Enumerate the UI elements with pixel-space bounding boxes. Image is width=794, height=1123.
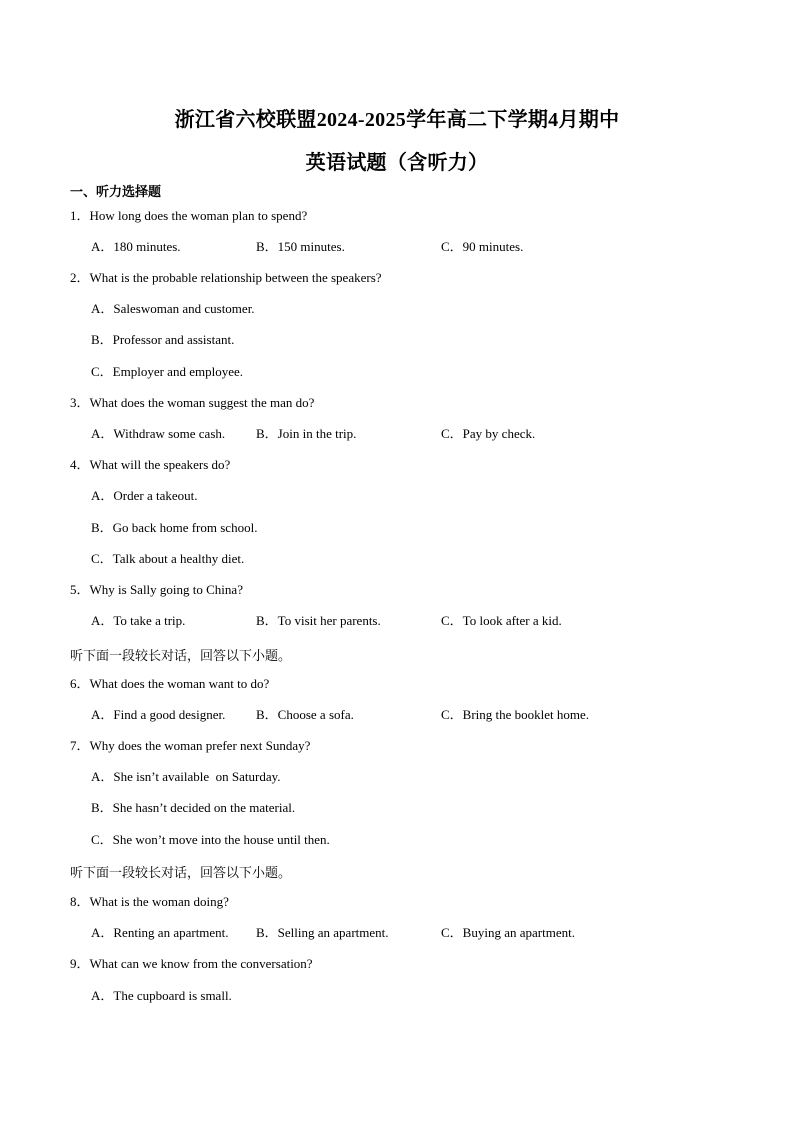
listening-instruction: 听下面一段较长对话，回答以下小题。 [70, 649, 292, 664]
section-heading: 一、听力选择题 [70, 185, 162, 200]
q4-option-c: C．Talk about a healthy diet. [91, 551, 245, 566]
q5-option-a: A．To take a trip. [91, 613, 186, 628]
q8-option-b: B．Selling an apartment. [256, 925, 389, 940]
q2-option-b: B．Professor and assistant. [91, 332, 235, 347]
q2-option-a: A．Saleswoman and customer. [91, 301, 255, 316]
q9-option-a: A．The cupboard is small. [91, 988, 232, 1003]
q6-option-b: B．Choose a sofa. [256, 707, 354, 722]
listening-instruction: 听下面一段较长对话，回答以下小题。 [70, 866, 292, 881]
q6-option-a: A．Find a good designer. [91, 707, 226, 722]
document-subtitle: 英语试题（含听力） [305, 152, 489, 174]
question-1: 1．How long does the woman plan to spend? [70, 208, 308, 223]
q2-option-c: C．Employer and employee. [91, 364, 243, 379]
question-2: 2．What is the probable relationship between the speakers? [70, 270, 382, 285]
q4-option-b: B．Go back home from school. [91, 520, 258, 535]
q7-option-a: A．She isn’t available on Saturday. [91, 769, 281, 784]
q7-option-b: B．She hasn’t decided on the material. [91, 800, 296, 815]
q3-option-c: C．Pay by check. [441, 426, 536, 441]
q7-option-c: C．She won’t move into the house until then. [91, 832, 330, 847]
q5-option-c: C．To look after a kid. [441, 613, 562, 628]
question-5: 5．Why is Sally going to China? [70, 582, 243, 597]
q1-option-a: A．180 minutes. [91, 239, 181, 254]
q1-option-b: B．150 minutes. [256, 239, 345, 254]
question-7: 7．Why does the woman prefer next Sunday? [70, 738, 311, 753]
q3-option-b: B．Join in the trip. [256, 426, 357, 441]
question-9: 9．What can we know from the conversation? [70, 956, 313, 971]
q8-option-a: A．Renting an apartment. [91, 925, 229, 940]
document-title: 浙江省六校联盟2024-2025学年高二下学期4月期中 [174, 109, 620, 131]
q6-option-c: C．Bring the booklet home. [441, 707, 590, 722]
q4-option-a: A．Order a takeout. [91, 488, 198, 503]
question-4: 4．What will the speakers do? [70, 457, 231, 472]
q3-option-a: A．Withdraw some cash. [91, 426, 226, 441]
question-8: 8．What is the woman doing? [70, 894, 229, 909]
q1-option-c: C．90 minutes. [441, 239, 524, 254]
question-6: 6．What does the woman want to do? [70, 676, 270, 691]
q5-option-b: B．To visit her parents. [256, 613, 381, 628]
q8-option-c: C．Buying an apartment. [441, 925, 575, 940]
question-3: 3．What does the woman suggest the man do? [70, 395, 315, 410]
